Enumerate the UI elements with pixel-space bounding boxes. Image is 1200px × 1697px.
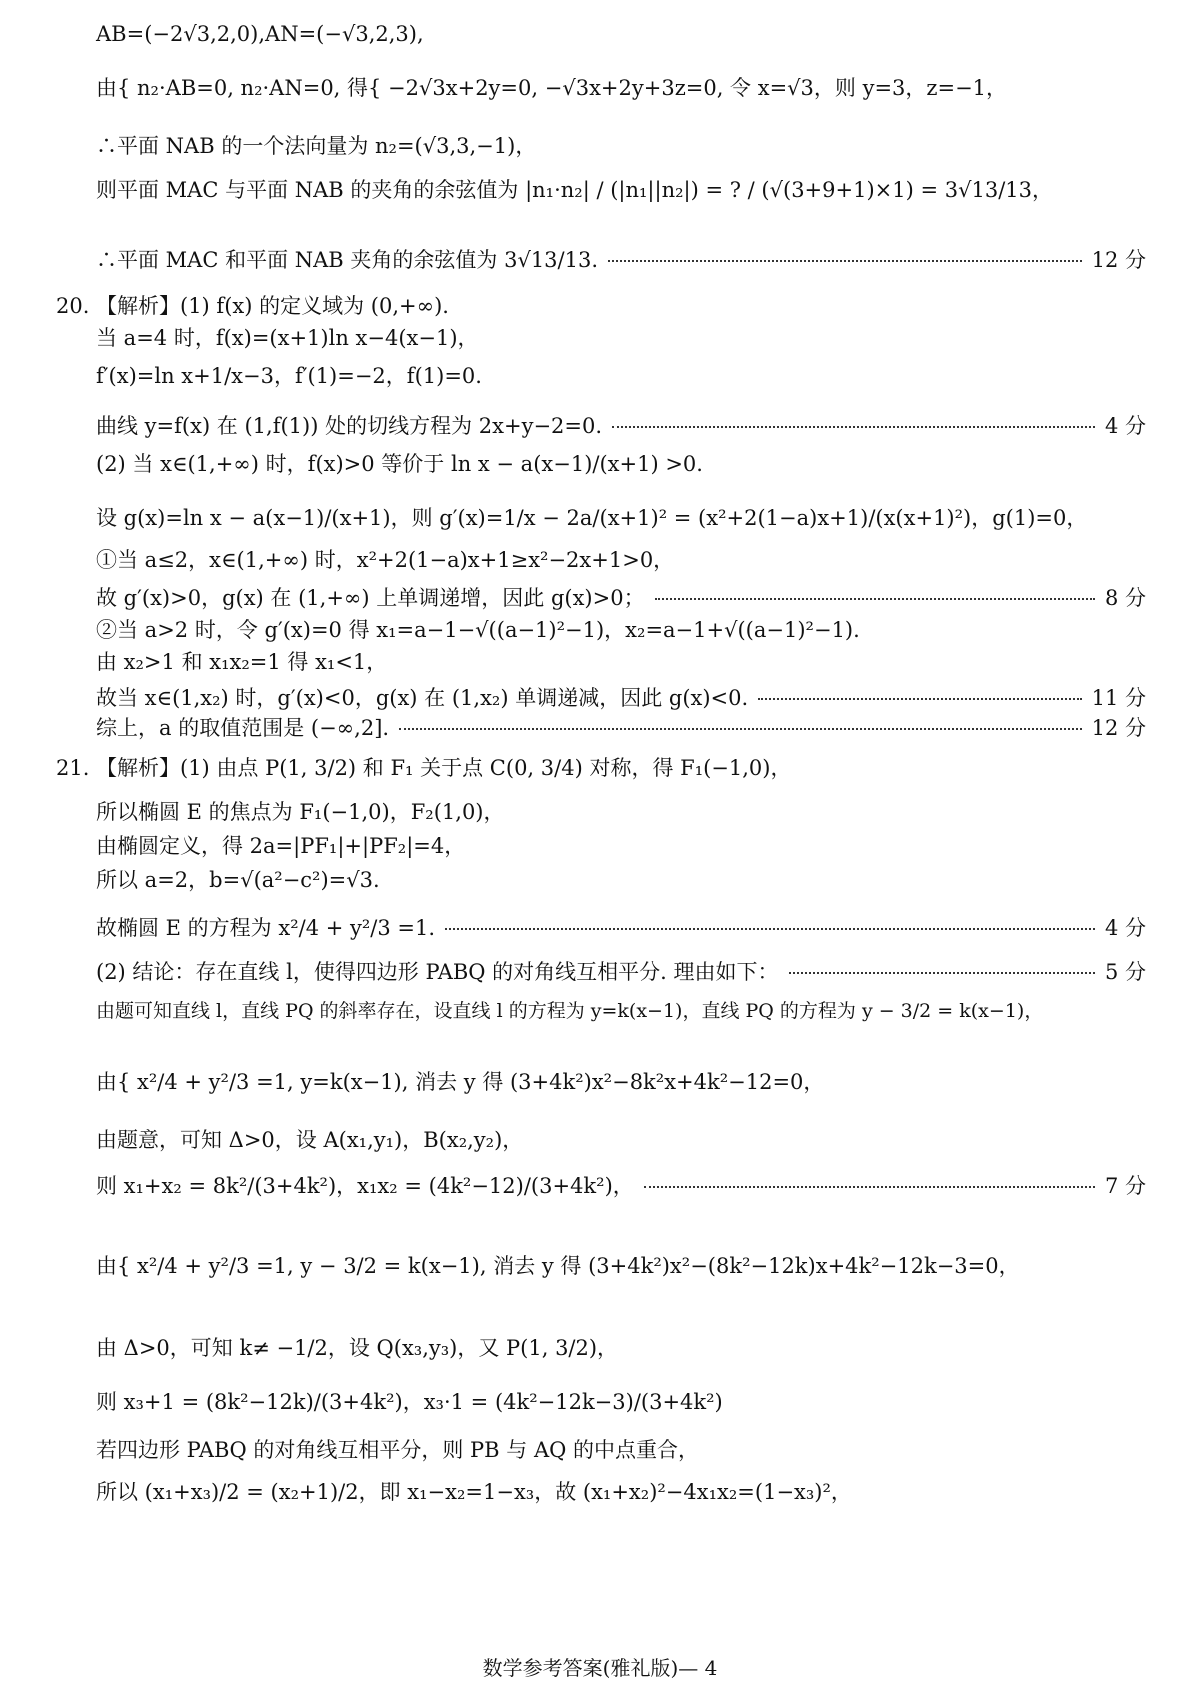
text-line: 由题意，可知 Δ>0，设 A(x₁,y₁)，B(x₂,y₂)， [96,1128,524,1152]
text-line: 由 x₂>1 和 x₁x₂=1 得 x₁<1， [96,650,388,674]
text-line: 综上，a 的取值范围是 (−∞,2]. [96,716,390,740]
text-line: (2) 结论：存在直线 l，使得四边形 PABQ 的对角线互相平分. 理由如下： [96,960,779,984]
text-line: 由{ x²/4 + y²/3 =1, y=k(x−1), 消去 y 得 (3+4k²)x²−8k²x+4k²−12=0， [96,1070,825,1094]
text-line: 则 x₃+1 = (8k²−12k)/(3+4k²)，x₃·1 = (4k²−12k−3)/(3+4k²) [96,1390,723,1414]
text-line: 【解析】(1) f(x) 的定义域为 (0,+∞). [96,294,449,318]
score-row [96,244,1146,274]
text-line: 由题可知直线 l，直线 PQ 的斜率存在，设直线 l 的方程为 y=k(x−1)，直线 PQ 的方程为 y − 3/2 = k(x−1)， [96,1000,1044,1022]
leader-dots [445,928,1095,930]
text-line: 故 g′(x)>0，g(x) 在 (1,+∞) 上单调递增，因此 g(x)>0； [96,586,645,610]
score-label: 7 分 [1104,1174,1146,1198]
text-line: 由{ x²/4 + y²/3 =1, y − 3/2 = k(x−1), 消去 y 得 (3+4k²)x²−(8k²−12k)x+4k²−12k−3=0， [96,1254,1020,1278]
text-line: 所以椭圆 E 的焦点为 F₁(−1,0)，F₂(1,0)， [96,800,505,824]
text-line: 则平面 MAC 与平面 NAB 的夹角的余弦值为 |n₁·n₂| / (|n₁||n₂|) = ? / (√(3+9+1)×1) = 3√13/13， [96,178,1054,202]
score-row [96,956,1146,986]
leader-dots [399,728,1082,730]
text-line: 当 a=4 时，f(x)=(x+1)ln x−4(x−1)， [96,326,479,350]
score-row [96,1170,1146,1200]
leader-dots [608,260,1082,262]
text-line: 若四边形 PABQ 的对角线互相平分，则 PB 与 AQ 的中点重合， [96,1438,700,1462]
text-line: 所以 (x₁+x₃)/2 = (x₂+1)/2，即 x₁−x₂=1−x₃，故 (x₁+x₂)²−4x₁x₂=(1−x₃)²， [96,1480,852,1504]
text-line: ∴平面 NAB 的一个法向量为 n₂=(√3,3,−1)， [96,134,537,158]
score-label: 4 分 [1104,916,1146,940]
score-label: 12 分 [1091,248,1146,272]
text-line: ②当 a>2 时，令 g′(x)=0 得 x₁=a−1−√((a−1)²−1)，x₂=a−1+√((a−1)²−1). [96,618,860,642]
text-line: ①当 a≤2，x∈(1,+∞) 时，x²+2(1−a)x+1≥x²−2x+1>0， [96,548,675,572]
question-number: 21. [56,756,90,780]
leader-dots [612,426,1095,428]
leader-dots [789,972,1095,974]
text-line: 故椭圆 E 的方程为 x²/4 + y²/3 =1. [96,916,436,940]
text-line: (2) 当 x∈(1,+∞) 时，f(x)>0 等价于 ln x − a(x−1)/(x+1) >0. [96,452,703,476]
score-label: 12 分 [1091,716,1146,740]
text-line: 则 x₁+x₂ = 8k²/(3+4k²)，x₁x₂ = (4k²−12)/(3+4k²)， [96,1174,634,1198]
text-line: ∴平面 MAC 和平面 NAB 夹角的余弦值为 3√13/13. [96,248,599,272]
leader-dots [758,698,1081,700]
score-row [96,410,1146,440]
text-line: 设 g(x)=ln x − a(x−1)/(x+1)，则 g′(x)=1/x − 2a/(x+1)² = (x²+2(1−a)x+1)/(x(x+1)²)，g(1)=0， [96,506,1088,530]
text-line: 故当 x∈(1,x₂) 时，g′(x)<0，g(x) 在 (1,x₂) 单调递减，因此 g(x)<0. [96,686,749,710]
text-line: 由{ n₂·AB=0, n₂·AN=0, 得{ −2√3x+2y=0, −√3x+2y+3z=0, 令 x=√3，则 y=3，z=−1， [96,76,1008,100]
score-row [96,912,1146,942]
question-number: 20. [56,294,90,318]
text-line: 曲线 y=f(x) 在 (1,f(1)) 处的切线方程为 2x+y−2=0. [96,414,603,438]
page-footer: 数学参考答案(雅礼版)— 4 [482,1656,718,1680]
text-line: 【解析】(1) 由点 P(1, 3/2) 和 F₁ 关于点 C(0, 3/4) 对称，得 F₁(−1,0)， [96,756,792,780]
text-line: f′(x)=ln x+1/x−3，f′(1)=−2，f(1)=0. [96,364,482,388]
score-row [96,582,1146,612]
text-line: AB=(−2√3,2,0),AN=(−√3,2,3), [96,22,424,46]
leader-dots [644,1186,1095,1188]
text-line: 由椭圆定义，得 2a=|PF₁|+|PF₂|=4， [96,834,466,858]
score-label: 8 分 [1104,586,1146,610]
score-label: 5 分 [1104,960,1146,984]
text-line: 由 Δ>0，可知 k≠ −1/2，设 Q(x₃,y₃)，又 P(1, 3/2)， [96,1336,619,1360]
text-line: 所以 a=2，b=√(a²−c²)=√3. [96,868,380,892]
leader-dots [655,598,1095,600]
score-label: 11 分 [1091,686,1146,710]
score-row [96,712,1146,742]
score-label: 4 分 [1104,414,1146,438]
score-row [96,682,1146,712]
